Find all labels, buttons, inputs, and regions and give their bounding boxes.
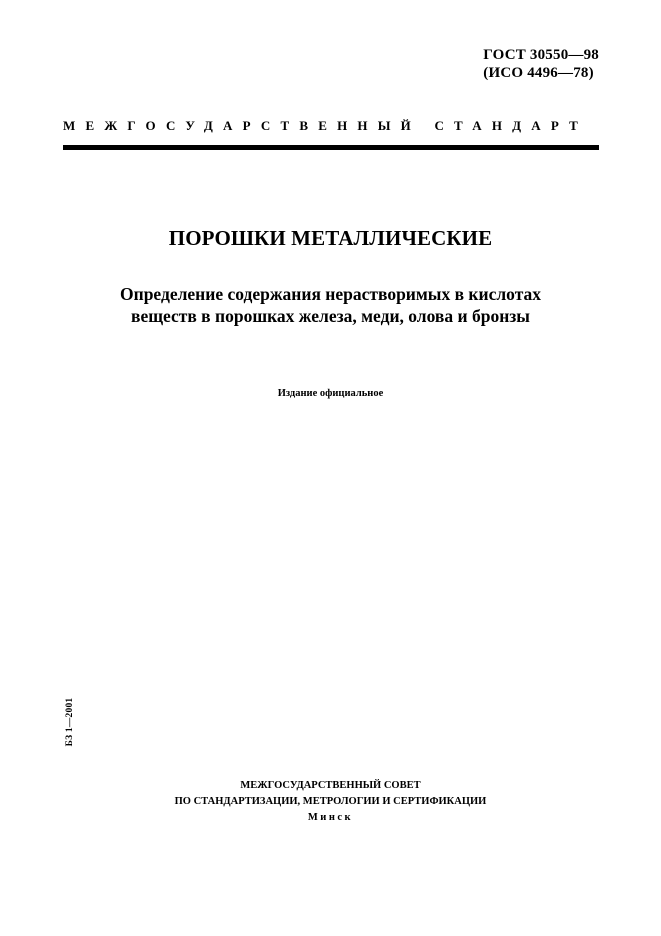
document-title: ПОРОШКИ МЕТАЛЛИЧЕСКИЕ [168,226,493,250]
subtitle-line-2: веществ в порошках железа, меди, олова и бронзы [131,306,530,326]
standard-type-heading: МЕЖГОСУДАРСТВЕННЫЙ СТАНДАРТ [63,118,589,133]
document-subtitle [0,283,661,327]
publisher-line-2: ПО СТАНДАРТИЗАЦИИ, МЕТРОЛОГИИ И СЕРТИФИКАЦИИ [174,796,487,807]
edition-label: Издание официальное [277,388,384,399]
publisher-block [0,778,661,826]
subtitle-line-1: Определение содержания нерастворимых в кислотах [120,284,541,304]
iso-number: (ИСО 4496—78) [483,65,594,81]
publisher-line-1: МЕЖГОСУДАРСТВЕННЫЙ СОВЕТ [240,780,421,791]
publisher-city: Минск [307,812,354,823]
gost-number: ГОСТ 30550—98 [483,47,599,63]
side-mark: БЗ 1—2001 [65,697,75,747]
header-divider [63,145,599,150]
document-code [483,46,599,82]
